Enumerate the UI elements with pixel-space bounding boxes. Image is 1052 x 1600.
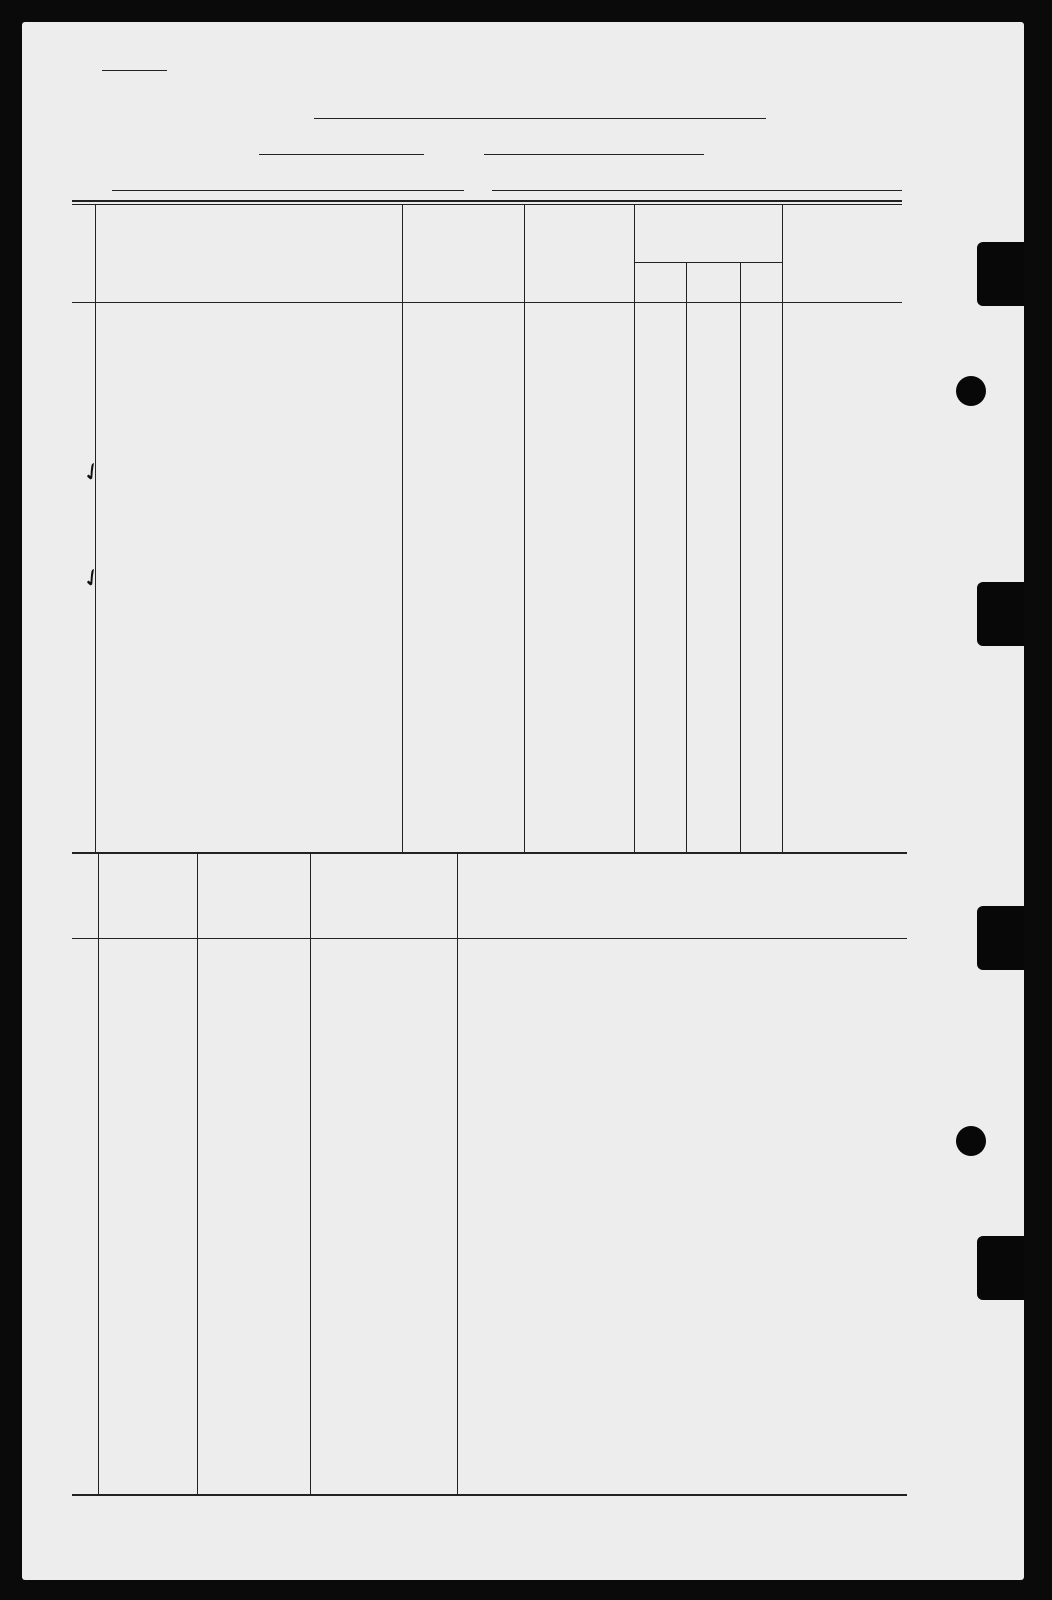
check-mark: ✓: [76, 454, 108, 490]
binder-tab: [977, 1236, 1024, 1300]
binder-tab: [977, 906, 1024, 970]
binder-tab: [977, 582, 1024, 646]
binder-tab: [977, 242, 1024, 306]
binder-hole: [956, 1126, 986, 1156]
report-sheet: [22, 22, 1024, 1580]
check-mark: ✓: [76, 560, 108, 596]
binder-hole: [956, 376, 986, 406]
